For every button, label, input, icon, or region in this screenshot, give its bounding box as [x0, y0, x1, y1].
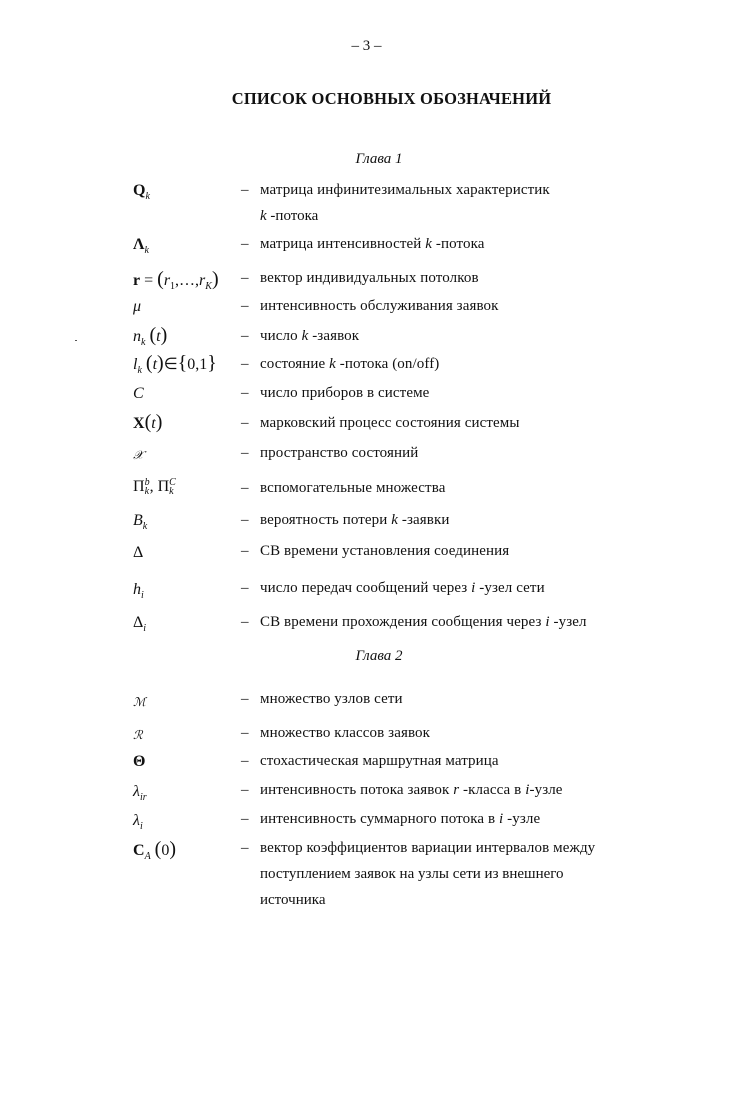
symbol-lambda-k: $\Lambda_k$: [133, 236, 149, 257]
definition: интенсивность обслуживания заявок: [260, 298, 499, 314]
definition-continuation: k -потока: [260, 208, 319, 224]
dash: –: [241, 445, 249, 461]
symbol-script-x: 𝒳: [133, 448, 144, 462]
symbol-delta: Δ: [133, 544, 144, 561]
dash: –: [241, 182, 249, 198]
dash: –: [241, 385, 249, 401]
symbol-script-m: ℳ: [133, 695, 146, 709]
symbol-x-t: X(t): [133, 411, 163, 433]
dash: –: [241, 356, 249, 372]
symbol-theta: Θ: [133, 753, 146, 770]
dash: –: [241, 580, 249, 596]
definition: вектор коэффициентов вариации интервалов между: [260, 840, 596, 856]
definition: число приборов в системе: [260, 385, 430, 401]
definition: интенсивность потока заявок r -класса в i-узле: [260, 782, 563, 798]
symbol-lambda-i: $\lambda_i$: [133, 812, 143, 833]
definition: вспомогательные множества: [260, 480, 446, 496]
symbol-b-k: $B_k$: [133, 512, 148, 533]
dash: –: [241, 840, 249, 856]
dash: –: [241, 782, 249, 798]
definition: вероятность потери k -заявки: [260, 512, 450, 528]
dash: –: [241, 480, 249, 496]
definition: состояние k -потока (on/off): [260, 356, 440, 372]
definition: множество классов заявок: [260, 725, 431, 741]
dash: –: [241, 614, 249, 630]
scan-mark: [75, 340, 77, 341]
symbol-h-i: $h_i$: [133, 581, 144, 602]
page-number: – 3 –: [351, 38, 382, 54]
definition: СВ времени установления соединения: [260, 543, 510, 559]
dash: –: [241, 753, 249, 769]
definition: марковский процесс состояния системы: [260, 415, 520, 431]
definition: матрица инфинитезимальных характеристик: [260, 182, 550, 198]
dash: –: [241, 270, 249, 286]
dash: –: [241, 512, 249, 528]
definition: число k -заявок: [260, 328, 360, 344]
dash: –: [241, 543, 249, 559]
definition: СВ времени прохождения сообщения через i -узел: [260, 614, 587, 630]
symbol-delta-i: $\Delta_i$: [133, 614, 147, 635]
dash: –: [241, 691, 249, 707]
symbol-r-vector: $r = (r_1,\dots,r_K)$: [133, 268, 219, 293]
definition: стохастическая маршрутная матрица: [260, 753, 499, 769]
definition: интенсивность суммарного потока в i -узле: [260, 811, 541, 827]
dash: –: [241, 415, 249, 431]
dash: –: [241, 328, 249, 344]
symbol-c-a-0: $C_A$ (0): [133, 838, 177, 863]
symbol-q-k: $Q_k$: [133, 182, 150, 203]
symbol-script-r: ℛ: [133, 728, 143, 742]
symbol-mu: μ: [133, 298, 142, 315]
chapter-heading: Глава 1: [355, 151, 403, 167]
definition: вектор индивидуальных потолков: [260, 270, 479, 286]
dash: –: [241, 236, 249, 252]
dash: –: [241, 725, 249, 741]
symbol-l-k-t: $l_k$ (t)∈{0,1}: [133, 352, 217, 377]
symbol-lambda-ir: $\lambda_{ir}$: [133, 783, 147, 804]
dash: –: [241, 298, 249, 314]
definition: матрица интенсивностей k -потока: [260, 236, 485, 252]
definition: пространство состояний: [260, 445, 419, 461]
chapter-heading: Глава 2: [355, 648, 403, 664]
definition-continuation: поступлением заявок на узлы сети из внешнего: [260, 866, 564, 882]
definition-continuation: источника: [260, 892, 326, 908]
symbol-pi-sets: Πb k, ΠC k: [133, 477, 176, 498]
definition: множество узлов сети: [260, 691, 403, 707]
page-title: СПИСОК ОСНОВНЫХ ОБОЗНАЧЕНИЙ: [231, 89, 552, 108]
symbol-c: C: [133, 385, 144, 402]
dash: –: [241, 811, 249, 827]
definition: число передач сообщений через i -узел сети: [260, 580, 545, 596]
var-k: k: [260, 208, 267, 224]
symbol-n-k-t: $n_k$ (t): [133, 324, 168, 349]
